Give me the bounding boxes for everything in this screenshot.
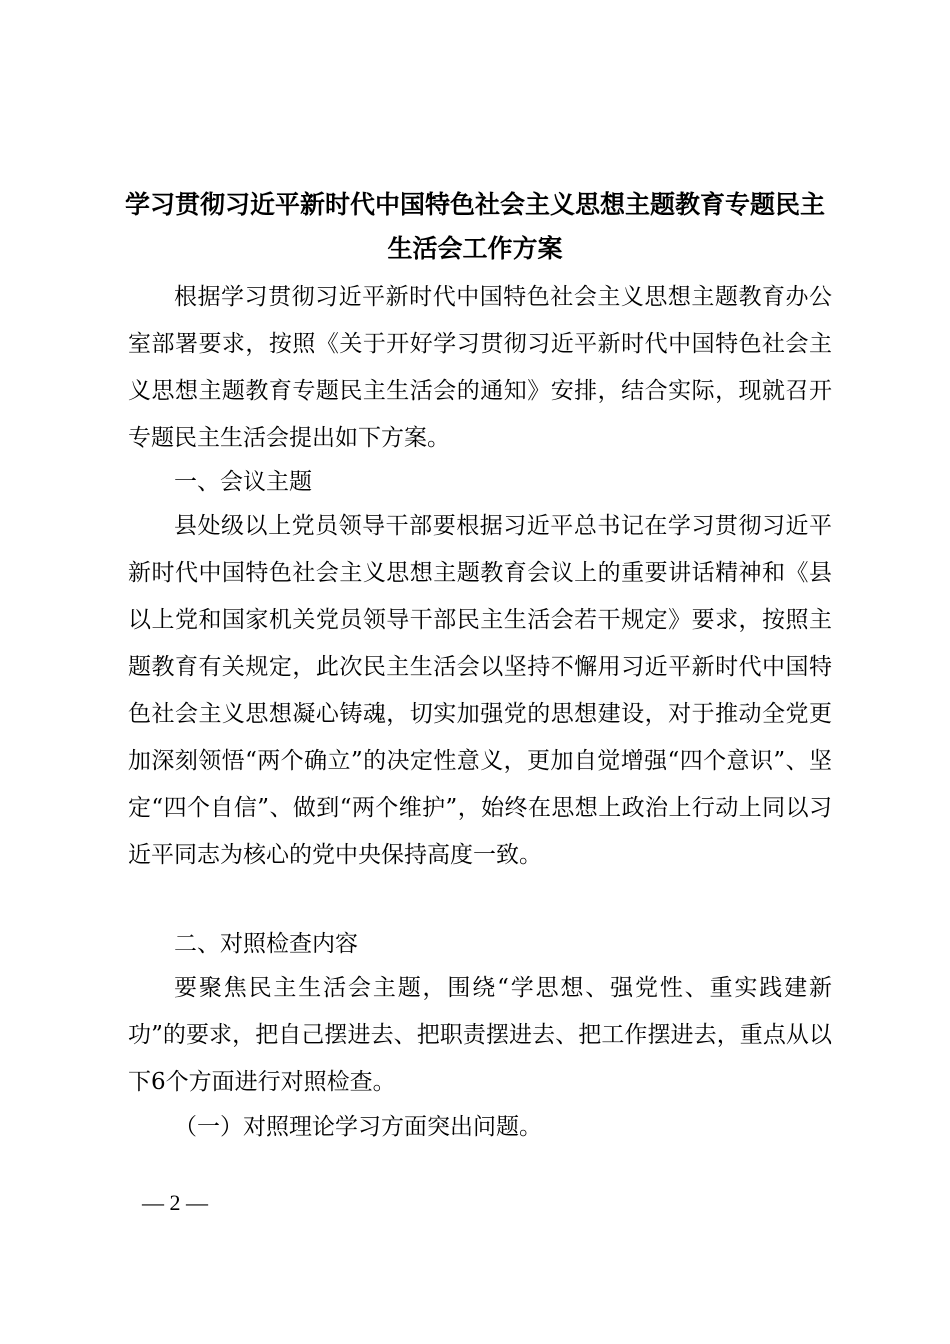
document-title-line2: 生活会工作方案 — [387, 234, 563, 263]
section1-paragraph: 县处级以上党员领导干部要根据习近平总书记在学习贯彻习近平新时代中国特色社会主义思想主题教育会议上的重要讲话精神和《县以上党和国家机关党员领导干部民主生活会若干规定》要求，按照主题教育有关规定，此次民主生活会以坚持不懈用习近平新时代中国特色社会主义思想凝心铸魂，切实加强党的思想建设，对于推动全党更加深刻领悟“两个确立”的决定性意义，更加自觉增强“四个意识”、坚定“四个自信”、做到“两个维护”，始终在思想上政治上行动上同以习近平同志为核心的党中央保持高度一致。 — [128, 513, 832, 868]
section1-heading: 一、会议主题 — [174, 469, 312, 495]
section2-paragraph: 要聚焦民主生活会主题，围绕“学思想、强党性、重实践建新功”的要求，把自己摆进去、把职责摆进去、把工作摆进去，重点从以下6个方面进行对照检查。 — [128, 975, 832, 1095]
section2-heading: 二、对照检查内容 — [174, 931, 358, 957]
intro-paragraph: 根据学习贯彻习近平新时代中国特色社会主义思想主题教育办公室部署要求，按照《关于开好学习贯彻习近平新时代中国特色社会主义思想主题教育专题民主生活会的通知》安排，结合实际，现就召开专题民主生活会提出如下方案。 — [128, 284, 832, 451]
document-title-line1: 学习贯彻习近平新时代中国特色社会主义思想主题教育专题民主 — [124, 190, 825, 219]
subsection1-heading: （一）对照理论学习方面突出问题。 — [174, 1114, 542, 1140]
page-number: — 2 — — [142, 1190, 208, 1215]
